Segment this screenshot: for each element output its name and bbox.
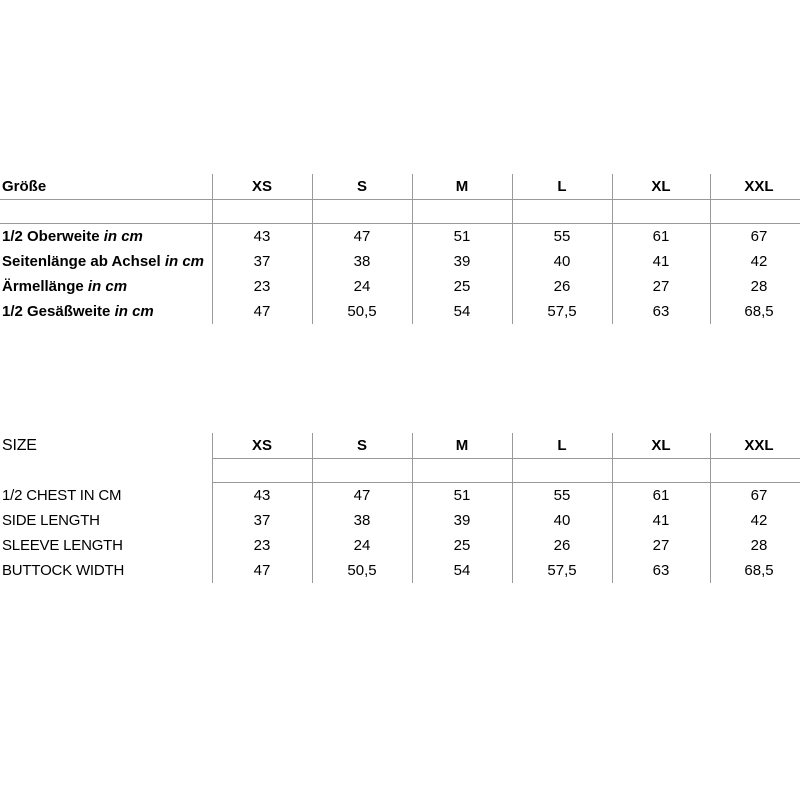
table-cell: 50,5 [347, 562, 377, 579]
grid-line [512, 174, 513, 324]
grid-line [710, 433, 711, 583]
row-label: SLEEVE LENGTH [2, 537, 123, 554]
table-cell: 28 [750, 278, 768, 295]
table-cell: 61 [652, 487, 670, 504]
table-cell: 42 [750, 512, 768, 529]
grid-line [212, 458, 800, 459]
table-cell: 23 [253, 537, 271, 554]
table-cell: 43 [253, 228, 271, 245]
table-row [0, 508, 800, 533]
table-cell: 24 [353, 278, 371, 295]
table-cell: 37 [253, 512, 271, 529]
table-cell: 61 [652, 228, 670, 245]
header-row [0, 174, 800, 199]
table-row [0, 483, 800, 508]
column-header-xxl: XXL [744, 437, 774, 454]
table-cell: 68,5 [744, 562, 774, 579]
column-header-m: M [455, 437, 469, 454]
table-cell: 47 [353, 228, 371, 245]
table-cell: 55 [553, 487, 571, 504]
row-label: 1/2 Oberweite in cm [2, 228, 143, 245]
grid-line [0, 199, 800, 200]
table-cell: 25 [453, 278, 471, 295]
table-cell: 68,5 [744, 303, 774, 320]
table-cell: 43 [253, 487, 271, 504]
table-cell: 25 [453, 537, 471, 554]
column-header-xxl: XXL [744, 178, 774, 195]
table-cell: 55 [553, 228, 571, 245]
table-row [0, 249, 800, 274]
grid-line [312, 174, 313, 324]
table-cell: 41 [652, 512, 670, 529]
column-header-l: L [557, 437, 567, 454]
table-cell: 26 [553, 537, 571, 554]
grid-line [0, 223, 800, 224]
table-cell: 54 [453, 303, 471, 320]
table-row [0, 274, 800, 299]
table-cell: 57,5 [547, 562, 577, 579]
table-cell: 67 [750, 487, 768, 504]
grid-line [412, 433, 413, 583]
grid-line [612, 174, 613, 324]
table-cell: 47 [253, 562, 271, 579]
table-cell: 47 [253, 303, 271, 320]
table-cell: 23 [253, 278, 271, 295]
table-cell: 28 [750, 537, 768, 554]
column-header-xl: XL [651, 437, 671, 454]
table-cell: 39 [453, 512, 471, 529]
grid-line [212, 174, 213, 324]
table-cell: 63 [652, 562, 670, 579]
table-row [0, 299, 800, 324]
grid-line [212, 482, 800, 483]
table-cell: 37 [253, 253, 271, 270]
row-label: Seitenlänge ab Achsel in cm [2, 253, 205, 270]
table-cell: 42 [750, 253, 768, 270]
grid-line [512, 433, 513, 583]
table-cell: 27 [652, 278, 670, 295]
row-label: 1/2 Gesäßweite in cm [2, 303, 154, 320]
table-cell: 39 [453, 253, 471, 270]
table-cell: 27 [652, 537, 670, 554]
grid-line [710, 174, 711, 324]
column-header-s: S [356, 178, 367, 195]
table-row [0, 558, 800, 583]
table-cell: 26 [553, 278, 571, 295]
header-label: SIZE [2, 437, 37, 454]
row-label: Ärmellänge in cm [2, 278, 128, 295]
table-cell: 54 [453, 562, 471, 579]
table-cell: 38 [353, 253, 371, 270]
table-row [0, 224, 800, 249]
column-header-m: M [455, 178, 469, 195]
column-header-xs: XS [251, 437, 272, 454]
grid-line [312, 433, 313, 583]
table-cell: 40 [553, 512, 571, 529]
table-cell: 38 [353, 512, 371, 529]
table-cell: 50,5 [347, 303, 377, 320]
grid-line [212, 433, 213, 583]
column-header-s: S [356, 437, 367, 454]
header-row [0, 433, 800, 458]
header-label: Größe [2, 178, 47, 195]
column-header-xs: XS [251, 178, 272, 195]
row-label: BUTTOCK WIDTH [2, 562, 125, 579]
grid-line [612, 433, 613, 583]
table-cell: 63 [652, 303, 670, 320]
table-cell: 67 [750, 228, 768, 245]
table-cell: 47 [353, 487, 371, 504]
grid-line [412, 174, 413, 324]
column-header-l: L [557, 178, 567, 195]
table-cell: 41 [652, 253, 670, 270]
column-header-xl: XL [651, 178, 671, 195]
row-label: 1/2 CHEST IN CM [2, 487, 122, 504]
table-cell: 51 [453, 487, 471, 504]
table-cell: 40 [553, 253, 571, 270]
table-row [0, 533, 800, 558]
table-cell: 57,5 [547, 303, 577, 320]
table-cell: 24 [353, 537, 371, 554]
row-label: SIDE LENGTH [2, 512, 100, 529]
table-cell: 51 [453, 228, 471, 245]
